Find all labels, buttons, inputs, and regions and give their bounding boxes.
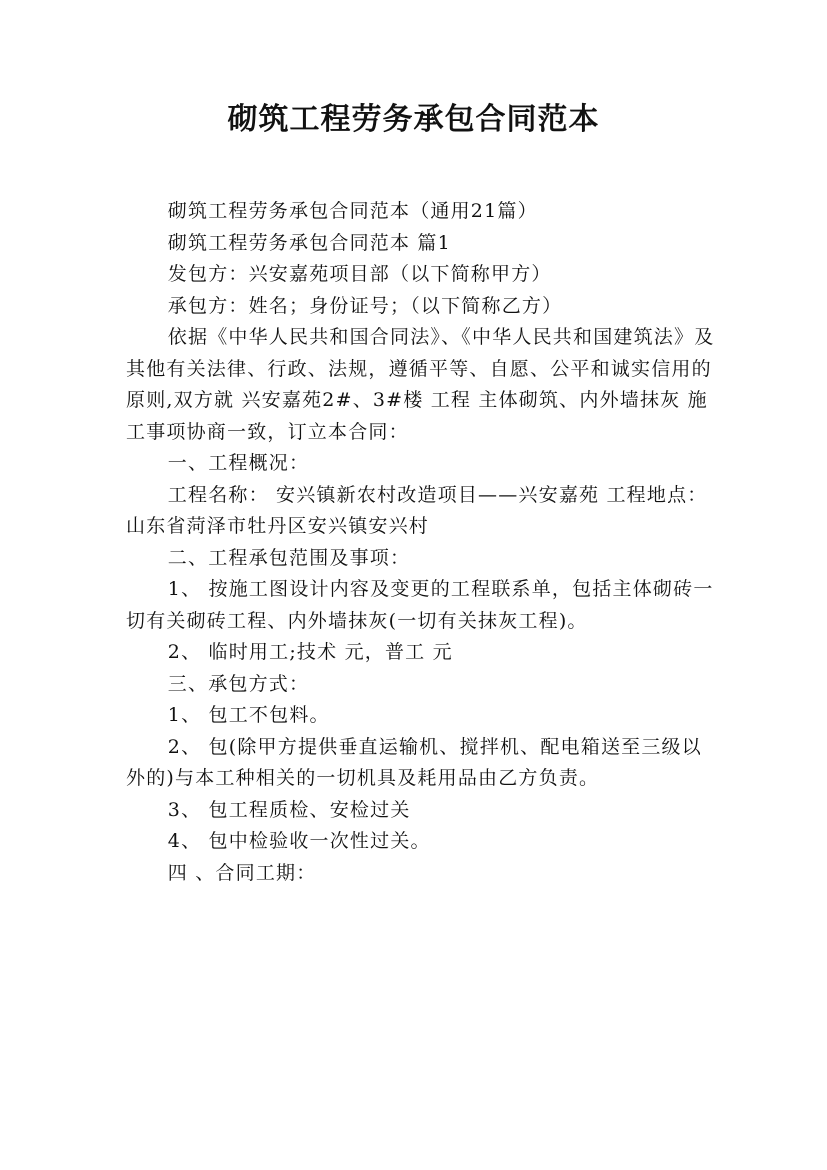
section-heading-period: 四 、合同工期： xyxy=(167,861,317,884)
paragraph-heading: 砌筑工程劳务承包合同范本（通用21篇） xyxy=(167,200,538,222)
paragraph-project-info: 工程名称： 安兴镇新农村改造项目——兴安嘉苑 工程地点： 山东省菏泽市牡丹区安兴镇安兴村 xyxy=(126,483,708,537)
section-heading-method: 三、承包方式： xyxy=(167,672,310,695)
list-item: 1、 按施工图设计内容及变更的工程联系单，包括主体砌砖一切有关砌砖工程、内外墙抹灰(一切有关抹灰工程)。 xyxy=(126,578,714,632)
paragraph-basis: 依据《中华人民共和国合同法》、《中华人民共和国建筑法》及其他有关法律、行政、法规，遵循平等、自愿、公平和诚实信用的原则,双方就 兴安嘉苑2#、3#楼 工程 主体砌筑、内外墙抹灰 施工事项协商一致，订立本合同： xyxy=(126,326,715,443)
paragraph-article-title: 砌筑工程劳务承包合同范本 篇1 xyxy=(167,231,451,254)
section-heading-scope: 二、工程承包范围及事项： xyxy=(167,546,411,569)
paragraph-contractor: 承包方：姓名；身份证号；（以下简称乙方） xyxy=(167,294,563,317)
list-item: 3、 包工程质检、安检过关 xyxy=(167,798,411,821)
list-item: 2、 包(除甲方提供垂直运输机、搅拌机、配电箱送至三级以外的)与本工种相关的一切机具及耗用品由乙方负责。 xyxy=(126,735,702,789)
list-item: 1、 包工不包料。 xyxy=(167,704,330,726)
paragraph-employer: 发包方：兴安嘉苑项目部（以下简称甲方） xyxy=(167,263,552,285)
list-item: 2、 临时用工;技术 元，普工 元 xyxy=(167,641,453,663)
document-body xyxy=(126,196,716,889)
list-item: 4、 包中检验收一次性过关。 xyxy=(167,830,431,852)
section-heading-overview: 一、工程概况： xyxy=(167,452,310,474)
document-title: 砌筑工程劳务承包合同范本 xyxy=(227,102,600,137)
